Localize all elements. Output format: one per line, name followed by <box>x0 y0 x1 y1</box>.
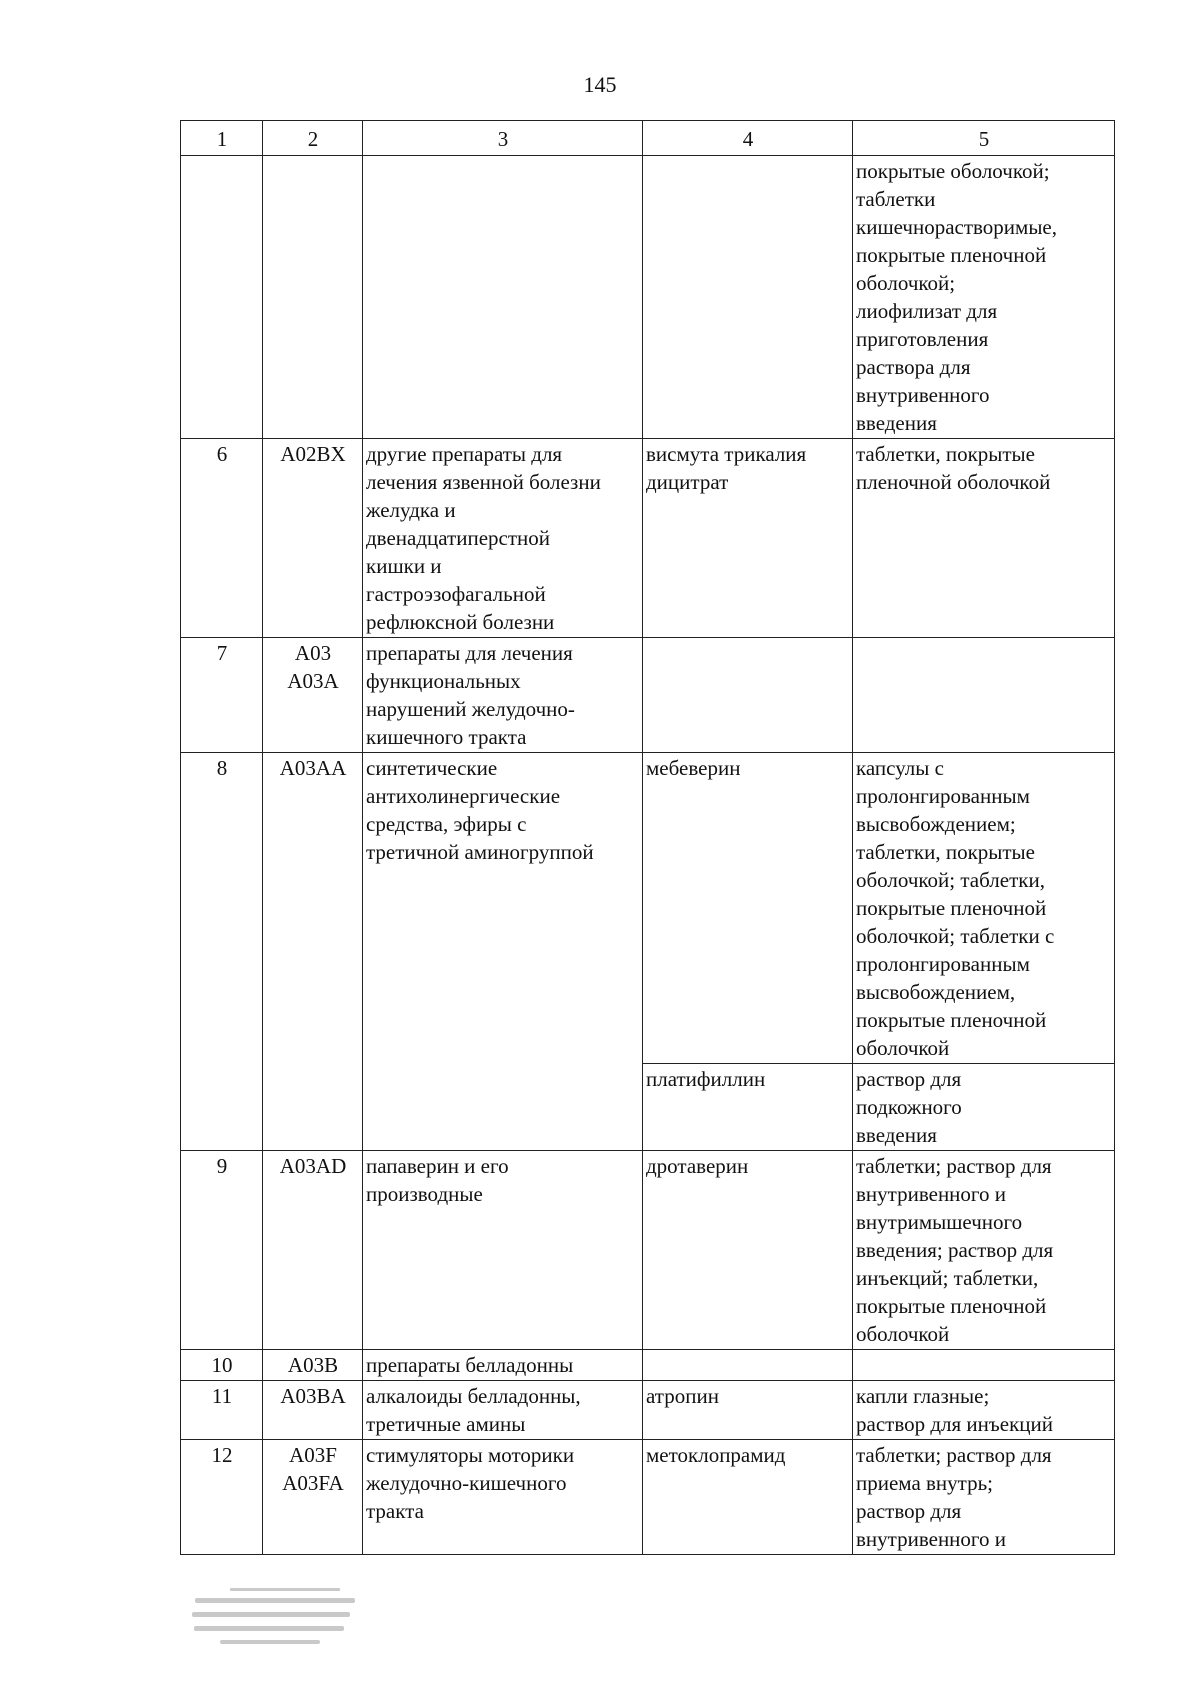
drug-name-cell: дротаверин <box>643 1151 853 1350</box>
column-header: 5 <box>853 121 1115 156</box>
atc-code-cell <box>263 753 363 1151</box>
table-row <box>181 1381 1115 1440</box>
atc-code: A03AD <box>279 1154 347 1178</box>
row-number-cell: 8 <box>181 753 263 1151</box>
group-cell: стимуляторы моторики желудочно-кишечного тракта <box>363 1440 643 1555</box>
atc-code-cell <box>263 638 363 753</box>
drug-name-cell <box>643 156 853 439</box>
atc-code-cell <box>263 1151 363 1350</box>
faded-stamp-mark <box>190 1584 380 1664</box>
dosage-forms-cell: капли глазные; раствор для инъекций <box>853 1381 1115 1440</box>
dosage-forms-cell: капсулы с пролонгированным высвобождением; таблетки, покрытые оболочкой; таблетки, покрытые пленочной оболочкой; таблетки с пролонгированным высвобождением, покрытые пленочной оболочкой <box>853 753 1115 1064</box>
atc-code: A03F <box>289 1443 337 1467</box>
table-row <box>181 638 1115 753</box>
drug-name-cell <box>643 1350 853 1381</box>
drug-name-cell <box>643 638 853 753</box>
drug-table <box>180 120 1115 1555</box>
row-number-cell: 12 <box>181 1440 263 1555</box>
atc-code: A03 <box>294 641 332 665</box>
column-header: 4 <box>643 121 853 156</box>
table-row <box>181 1440 1115 1555</box>
drug-name-cell: висмута трикалия дицитрат <box>643 439 853 638</box>
group-cell: папаверин и его производные <box>363 1151 643 1350</box>
dosage-forms-cell: покрытые оболочкой; таблетки кишечнорастворимые, покрытые пленочной оболочкой; лиофилизат для приготовления раствора для внутривенного введения <box>853 156 1115 439</box>
group-cell: синтетические антихолинергические средства, эфиры с третичной аминогруппой <box>363 753 643 1151</box>
group-cell: алкалоиды белладонны, третичные амины <box>363 1381 643 1440</box>
drug-name-cell: платифиллин <box>643 1064 853 1151</box>
group-cell: другие препараты для лечения язвенной болезни желудка и двенадцатиперстной кишки и гастроэзофагальной рефлюксной болезни <box>363 439 643 638</box>
group-cell <box>363 156 643 439</box>
row-number-cell: 10 <box>181 1350 263 1381</box>
table-row <box>181 439 1115 638</box>
drug-name-cell: мебеверин <box>643 753 853 1064</box>
table-row <box>181 1350 1115 1381</box>
row-number-cell: 9 <box>181 1151 263 1350</box>
header-row <box>181 121 1115 156</box>
atc-code-cell <box>263 156 363 439</box>
drug-name-cell: атропин <box>643 1381 853 1440</box>
drug-name-cell: метоклопрамид <box>643 1440 853 1555</box>
row-number-cell: 6 <box>181 439 263 638</box>
page-number: 145 <box>583 72 617 97</box>
row-number-cell: 11 <box>181 1381 263 1440</box>
row-number-cell: 7 <box>181 638 263 753</box>
atc-code-cell <box>263 1440 363 1555</box>
group-cell: препараты белладонны <box>363 1350 643 1381</box>
atc-code: A03B <box>287 1353 339 1377</box>
table-row <box>181 156 1115 439</box>
dosage-forms-cell: таблетки; раствор для внутривенного и внутримышечного введения; раствор для инъекций; таблетки, покрытые пленочной оболочкой <box>853 1151 1115 1350</box>
atc-code-cell <box>263 1381 363 1440</box>
table-body <box>181 156 1115 1555</box>
atc-code: A03BA <box>280 1384 346 1408</box>
column-header: 3 <box>363 121 643 156</box>
dosage-forms-cell: таблетки, покрытые пленочной оболочкой <box>853 439 1115 638</box>
table-row <box>181 753 1115 1064</box>
atc-code-cell <box>263 1350 363 1381</box>
atc-code: A02BX <box>280 442 346 466</box>
atc-code-cell <box>263 439 363 638</box>
column-header: 2 <box>263 121 363 156</box>
atc-code: A03AA <box>279 756 347 780</box>
group-cell: препараты для лечения функциональных нарушений желудочно- кишечного тракта <box>363 638 643 753</box>
row-number-cell <box>181 156 263 439</box>
atc-code: A03FA <box>282 1471 344 1495</box>
dosage-forms-cell <box>853 1350 1115 1381</box>
atc-code: A03A <box>287 669 339 693</box>
dosage-forms-cell: раствор для подкожного введения <box>853 1064 1115 1151</box>
dosage-forms-cell <box>853 638 1115 753</box>
dosage-forms-cell: таблетки; раствор для приема внутрь; раствор для внутривенного и <box>853 1440 1115 1555</box>
table-row <box>181 1151 1115 1350</box>
column-header: 1 <box>181 121 263 156</box>
